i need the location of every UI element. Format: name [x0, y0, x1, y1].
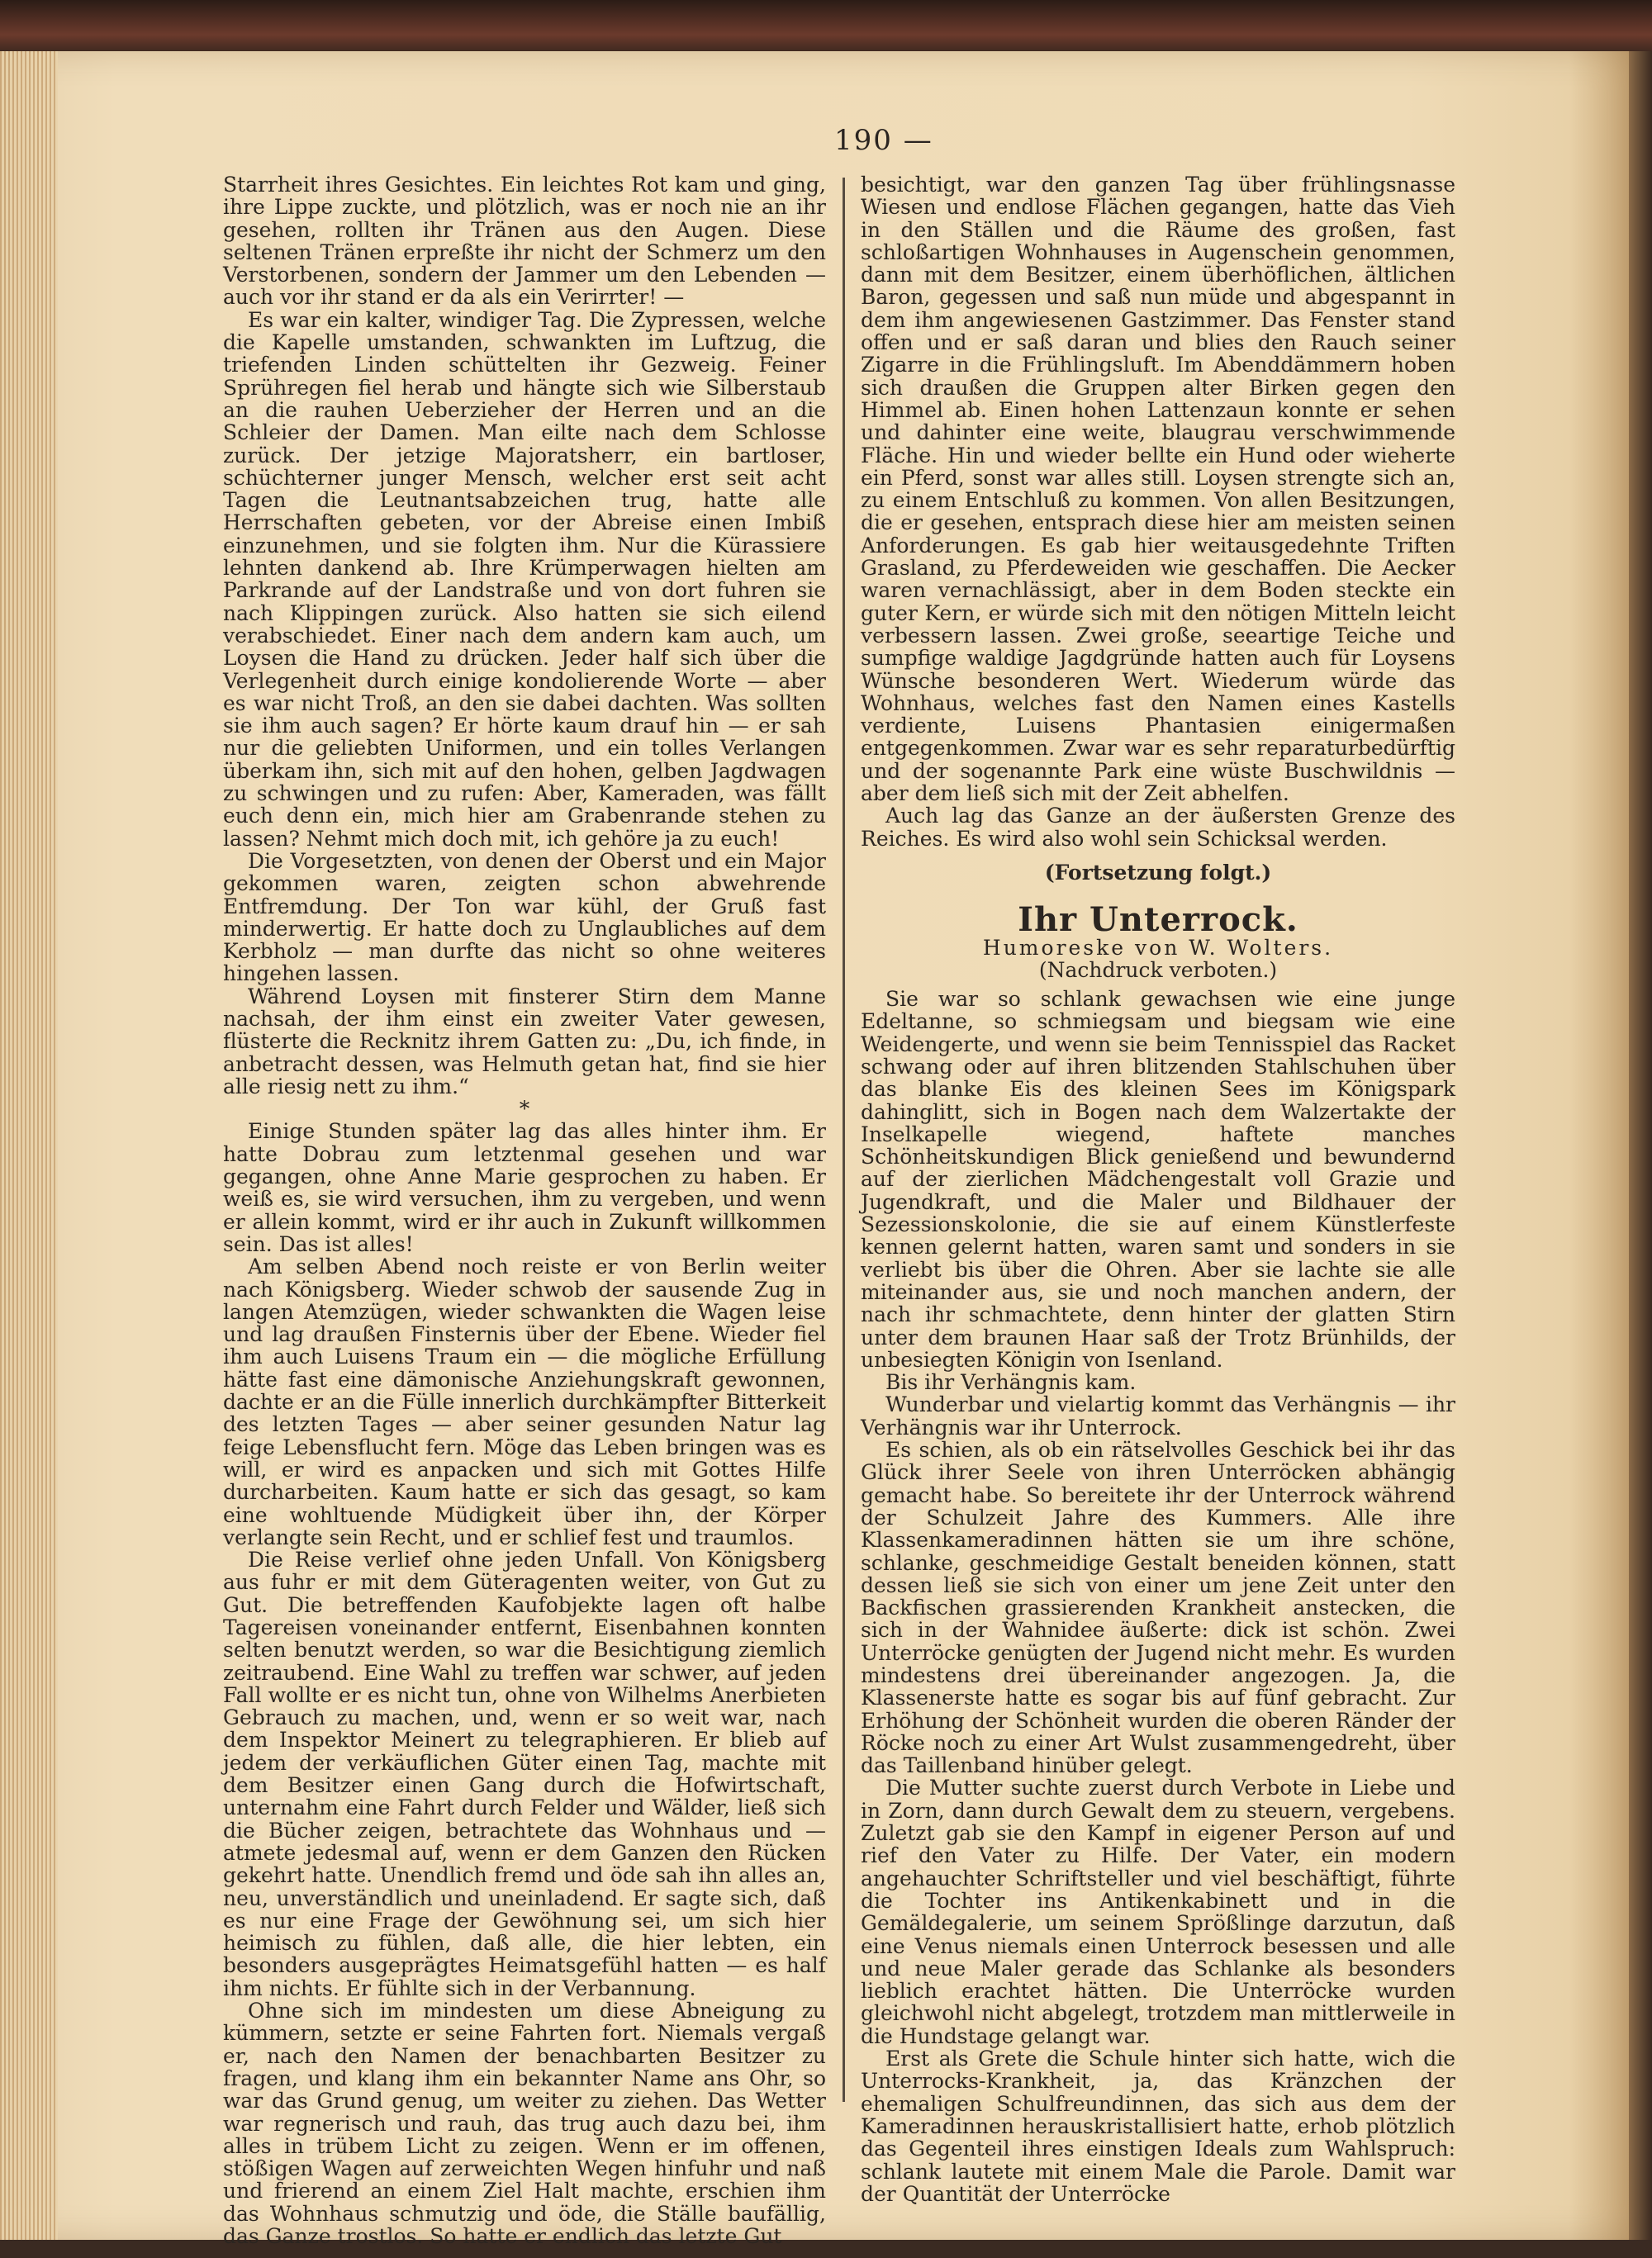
story-author-line: Humoreske von W. Wolters. — [982, 935, 1334, 960]
text-paragraph: Starrheit ihres Gesichtes. Ein leichtes Rot kam und ging, ihre Lippe zuckte, und plötzlich, was er noch nie an ihr gesehen, rollten ihr Tränen aus den Augen. Diese seltenen Tränen erpreßte ihr nicht der Schmerz um den Verstorbenen, sondern der Jammer um den Lebenden — auch vor ihr stand er da als ein Verirrter! — — [223, 173, 826, 310]
text-paragraph: besichtigt, war den ganzen Tag über frühlingsnasse Wiesen und endlose Flächen gegangen, hatte das Vieh in den Ställen und die Räume des großen, fast schloßartigen Wohnhauses in Augenschein genommen, dann mit dem Besitzer, einem überhöflichen, ältlichen Baron, gegessen und saß nun müde und abgespannt in dem ihm angewiesenen Gastzimmer. Das Fenster stand offen und er saß daran und blies den Rauch seiner Zigarre in die Frühlingsluft. Im Abenddämmern hoben sich draußen die Gruppen alter Birken gegen den Himmel ab. Einen hohen Lattenzaun konnte er sehen und dahinter eine weite, blaugrau verschwimmende Fläche. Hin und wieder bellte ein Hund oder wieherte ein Pferd, sonst war alles still. Loysen strengte sich an, zu einem Entschluß zu kommen. Von allen Besitzungen, die er gesehen, entsprach diese hier am meisten seinen Anforderungen. Es gab hier weitausgedehnte Triften Grasland, zu Pferdeweiden wie geschaffen. Die Aecker waren vernachlässigt, aber in dem Boden steckte ein guter Kern, er würde sich mit den nötigen Mitteln leicht verbessern lassen. Zwei große, seeartige Teiche und sumpfige waldige Jagdgründe hatten auch für Loysens Wünsche besonderen Wert. Wiederum würde das Wohnhaus, welches fast den Namen eines Kastells verdiente, Luisens Phantasien einigermaßen entgegenkommen. Zwar war es sehr reparaturbedürftig und der sogenannte Park eine wüste Buschwildnis — aber dem ließ sich mit der Zeit abhelfen. — [861, 173, 1455, 806]
right-text-column — [861, 173, 1455, 2205]
story-paragraph: Es schien, als ob ein rätselvolles Geschick bei ihr das Glück ihrer Seele von ihren Unterröcken abhängig gemacht habe. So bereitete ihr der Unterrock während der Schulzeit Jahre des Kummers. Alle ihre Klassenkameradinnen hätten sie um ihre schöne, schlanke, geschmeidige Gestalt beneiden können, statt dessen ließ sie sich von einer um jene Zeit unter den Backfischen grassierenden Krankheit anstecken, die sich in der Wahnidee äußerte: dick ist schön. Zwei Unterröcke genügten der Jugend nicht mehr. Es wurden mindestens drei übereinander angezogen. Ja, die Klassenerste hatte es sogar bis auf fünf gebracht. Zur Erhöhung der Schönheit wurden die oberen Ränder der Röcke noch zu einer Art Wulst zusammengedreht, über das Taillenband hinüber gelegt. — [861, 1438, 1455, 1778]
story-paragraph: Wunderbar und vielartig kommt das Verhängnis — ihr Verhängnis war ihr Unterrock. — [861, 1392, 1455, 1440]
story-paragraph: Die Mutter suchte zuerst durch Verbote in Liebe und in Zorn, dann durch Gewalt dem zu steuern, vergebens. Zuletzt gab sie den Kampf in eigener Person auf und rief den Vater zu Hilfe. Der Vater, ein modern angehauchter Schriftsteller und viel beschäftigt, führte die Tochter ins Antikenkabinett und in die Gemäldegalerie, um seinem Sprößlinge darzutun, daß eine Venus niemals einen Unterrock besessen und alle und neue Maler gerade das Schlanke als besonders lieblich erachtet hätten. Die Unterröcke wurden gleichwohl nicht abgelegt, trotzdem man mittlerweile in die Hundstage gelangt war. — [861, 1776, 1455, 2048]
page-number: 190 — — [834, 124, 933, 157]
continued-label: (Fortsetzung folgt.) — [1044, 860, 1272, 885]
page-right-edge — [1629, 51, 1652, 2240]
text-paragraph: Es war ein kalter, windiger Tag. Die Zypressen, welche die Kapelle umstanden, schwankten im Luftzug, die triefenden Linden schüttelten ihr Gezweig. Feiner Sprühregen fiel herab und hängte sich wie Silberstaub an die rauhen Ueberzieher der Herren und an die Schleier der Damen. Man eilte nach dem Schlosse zurück. Der jetzige Majoratsherr, ein bartloser, schüchterner junger Mensch, welcher erst seit acht Tagen die Leutnantsabzeichen trug, hatte alle Herrschaften gebeten, vor der Abreise einen Imbiß einzunehmen, und sie folgten ihm. Nur die Kürassiere lehnten dankend ab. Ihre Krümperwagen hielten am Parkrande auf der Landstraße und von dort fuhren sie nach Klippingen zurück. Also hatten sie sich eilend verabschiedet. Einer nach dem andern kam auch, um Loysen die Hand zu drücken. Jeder half sich über die Verlegenheit durch einige kondolierende Worte — aber es war nicht Troß, an den sie dabei dachten. Was sollten sie ihm auch sagen? Er hörte kaum drauf hin — er sah nur die geliebten Uniformen, und ein tolles Verlangen überkam ihn, sich mit auf den hohen, gelben Jagdwagen zu schwingen und zu rufen: Aber, Kameraden, was fällt euch denn ein, mich hier am Grabenrande stehen zu lassen? Nehmt mich doch mit, ich gehöre ja zu euch! — [223, 307, 826, 851]
text-paragraph: Einige Stunden später lag das alles hinter ihm. Er hatte Dobrau zum letztenmal gesehen und war gegangen, ohne Anne Marie gesprochen zu haben. Er weiß es, sie wird versuchen, ihm zu vergeben, und wenn er allein kommt, wird er ihr auch in Zukunft willkommen sein. Das ist alles! — [223, 1119, 826, 1256]
text-paragraph: Die Vorgesetzten, von denen der Oberst und ein Major gekommen waren, zeigten schon abwehrende Entfremdung. Der Ton war kühl, der Gruß fast minderwertig. Er hatte doch zu Unglaubliches auf dem Kerbholz — man durfte das nicht so ohne weiteres hingehen lassen. — [223, 848, 826, 986]
left-text-column — [223, 173, 826, 2247]
story-paragraph: Bis ihr Verhängnis kam. — [885, 1370, 1137, 1395]
story-title: Ihr Unterrock. — [1018, 900, 1298, 940]
column-divider — [843, 178, 845, 2102]
text-paragraph: Ohne sich im mindesten um diese Abneigung zu kümmern, setzte er seine Fahrten fort. Niemals vergaß er, nach den Namen der benachbarten Besitzer zu fragen, und klang ihm ein bekannter Name ans Ohr, so war das Grund genug, um weiter zu ziehen. Das Wetter war regnerisch und rauh, das trug auch dazu bei, ihm alles in trübem Licht zu zeigen. Wenn er im offenen, stößigen Wagen auf zerweichten Wegen hinfuhr und naß und frierend an einem Ziel Halt machte, erschien ihm das Wohnhaus schmutzig und öde, die Ställe baufällig, das Ganze trostlos. So hatte er endlich das letzte Gut — [223, 1999, 826, 2249]
novel-continuation — [861, 173, 1455, 850]
story-body — [861, 988, 1455, 2205]
page-leaves-edge — [0, 51, 58, 2240]
text-paragraph: Während Loysen mit finsterer Stirn dem Manne nachsah, der ihm einst ein zweiter Vater gewesen, flüsterte die Recknitz ihrem Gatten zu: „Du, ich finde, in anbetracht dessen, was Helmuth getan hat, find sie hier alle riesig nett zu ihm.“ — [223, 984, 826, 1098]
text-paragraph: Am selben Abend noch reiste er von Berlin weiter nach Königsberg. Wieder schwob der sausende Zug in langen Atemzügen, wieder schwankten die Wagen leise und lag draußen Finsternis über der Ebene. Wieder fiel ihm auch Luisens Traum ein — die mögliche Erfüllung hätte fast eine dämonische Anziehungskraft gewonnen, dachte er an die Fülle innerlich durchkämpfter Bitterkeit des letzten Tages — aber seiner gesunden Natur lag feige Lebensflucht fern. Möge das Leben bringen was es will, er wird es anpacken und sich mit Gottes Hilfe durcharbeiten. Kaum hatte er sich das gesagt, so kam eine wohltuende Müdigkeit über ihn, der Körper verlangte sein Recht, und er schlief fest und traumlos. — [223, 1255, 826, 1549]
text-paragraph: Die Reise verlief ohne jeden Unfall. Von Königsberg aus fuhr er mit dem Güteragenten weiter, von Gut zu Gut. Die betreffenden Kaufobjekte lagen oft halbe Tagereisen voneinander entfernt, Eisenbahnen konnten selten benutzt werden, so war die Besichtigung ziemlich zeitraubend. Eine Wahl zu treffen war schwer, auf jeden Fall wollte er es nicht tun, ohne von Wilhelms Anerbieten Gebrauch zu machen, und, wenn er so weit war, nach dem Inspektor Meinert zu telegraphieren. Er blieb auf jedem der verkäuflichen Güter einen Tag, machte mit dem Besitzer einen Gang durch die Hofwirtschaft, unternahm eine Fahrt durch Felder und Wälder, ließ sich die Bücher zeigen, betrachtete das Wohnhaus und — atmete jedesmal auf, wenn er dem Ganzen den Rücken gekehrt hatte. Unendlich fremd und öde sah ihn alles an, neu, unverständlich und uneinladend. Er sagte sich, daß es nur eine Frage der Gewöhnung sei, um sich hier heimisch zu fühlen, daß alle, die hier lebten, ein besonders ausgeprägtes Heimatsgefühl hatten — es half ihm nichts. Er fühlte sich in der Verbannung. — [223, 1548, 826, 2000]
book-top-edge — [0, 0, 1652, 58]
story-paragraph: Sie war so schlank gewachsen wie eine junge Edeltanne, so schmiegsam und biegsam wie eine Weidengerte, und wenn sie beim Tennisspiel das Racket schwang oder auf ihren blitzenden Stahlschuhen über das blanke Eis des kleinen Sees im Königspark dahinglitt, sich in Bogen nach dem Walzertakte der Inselkapelle wiegend, haftete manches Schönheitskundigen Blick genießend und bewundernd auf der zierlichen Mädchengestalt voll Grazie und Jugendkraft, und die Maler und Bildhauer der Sezessionskolonie, die sie auf einem Künstlerfeste kennen gelernt hatten, waren samt und sonders in sie verliebt bis über die Ohren. Aber sie lachte sie alle miteinander aus, sie und noch manchen andern, der nach ihr schmachtete, denn hinter der glatten Stirn unter dem braunen Haar saß der Trotz Brünhilds, der unbesiegten Königin von Isenland. — [861, 987, 1455, 1372]
text-paragraph: Auch lag das Ganze an der äußersten Grenze des Reiches. Es wird also wohl sein Schicksal werden. — [861, 804, 1455, 851]
section-separator: * — [519, 1097, 530, 1122]
reprint-note: (Nachdruck verboten.) — [1038, 957, 1278, 982]
story-paragraph: Erst als Grete die Schule hinter sich hatte, wich die Unterrocks-Krankheit, ja, das Kränzchen der ehemaligen Schulfreundinnen, das sich aus dem der Kameradinnen herauskristallisiert hatte, erhob plötzlich das Gegenteil ihres einstigen Ideals zum Wahlspruch: schlank lautete mit einem Male die Parole. Damit war der Quantität der Unterröcke — [861, 2047, 1455, 2206]
